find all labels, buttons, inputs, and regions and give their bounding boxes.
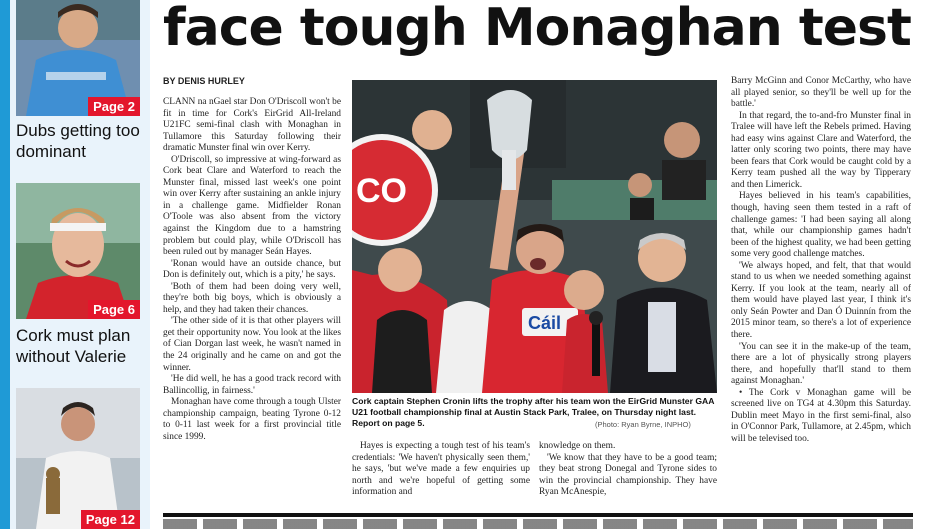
sidebar-teaser[interactable]: Cork must plan without Valerie [16,326,131,366]
sidebar-teaser[interactable]: Dubs getting too dominant [16,121,140,161]
sidebar-thumb-award[interactable] [16,388,140,529]
paragraph: 'He did well, he has a good track record with Ballincollig, in fairness.' [163,374,341,396]
section-rule [163,513,913,517]
article-column-3 [539,441,717,499]
paragraph: Monaghan have come through a tough Ulster championship campaign, beating Tyrone 0-12 to 0-11 last week for a first provincial title since 1999. [163,397,341,442]
paragraph: Hayes is expecting a tough test of his team's credentials: 'We haven't physically seen them,' he says, 'but we've made a few enquiries up north and we're hopeful of getting some information and [352,441,530,498]
valerie-image [16,183,140,319]
page-badge: Page 2 [88,97,140,116]
paragraph: • The Cork v Monaghan game will be screened live on TG4 at 4.30pm this Saturday. Dublin meet Mayo in the first semi-final, also in O'Connor Park, Tullamore, at 2.45pm, which will be televised too. [731,387,911,444]
paragraph: 'We always hoped, and felt, that that would stand to us when we needed something against Kerry. If you look at the team, nearly all of them would have played last year, I think it's only Seán Powter and Dan Ó Duinnín from the 2015 minor team, so there's a lot of experience there. [731,260,911,341]
article-column-2 [352,441,530,499]
paragraph: 'Ronan would have an outside chance, but Don is definitely out, which is a pity,' he says. [163,258,341,281]
page-badge: Page 12 [81,510,140,529]
photo-caption: Cork captain Stephen Cronin lifts the trophy after his team won the EirGrid Munster GAA U21 football championship final at Austin Stack Park, Tralee, on Thursday night last. Report on page 5. [352,396,715,428]
photo-credit: (Photo: Ryan Byrne, INPHO) [595,420,691,429]
paragraph: Hayes believed in his team's capabilities, though, having seen them tested in a raft of challenge games: 'I had been saying all along that, while our championship games hadn't been of the highest quality, we had been getting some very good challenge matches. [731,191,911,260]
paragraph: knowledge on them. [539,441,616,451]
paragraph: Barry McGinn and Conor McCarthy, who have all played senior, so they'll be well up for the battle.' [731,76,911,110]
paragraph: 'Both of them had been doing very well, they're both big boys, which is obviously a help, and they had taken their chances. [163,281,341,315]
paragraph: O'Driscoll, so impressive at wing-forward as Cork beat Clare and Waterford to reach the Munster final, missed last week's one point win over Kerry after sustaining an ankle injury in a challenge game. Midfielder Ronan O'Toole was also absent from the victory against the Kingdom due to a hamstring problem but could play, while O'Driscoll has been ruled out by manager Seán Hayes. [163,154,341,258]
article-column-4 [731,76,911,446]
byline: BY DENIS HURLEY [163,76,245,86]
article-column-1 [163,97,341,443]
sidebar [0,0,150,529]
jersey-sponsor: Cáil [528,313,562,333]
paragraph: 'You can see it in the make-up of the team, there are a lot of physically strong players there, and hopefully that'll stand to them against Monaghan.' [731,341,911,387]
sidebar-thumb-dublin-player[interactable] [16,0,140,116]
headline: face tough Monaghan test [163,0,911,58]
match-photo [352,80,717,393]
page-badge: Page 6 [88,300,140,319]
sidebar-thumb-valerie[interactable] [16,183,140,319]
paragraph: 'We know that they have to be a good team; they beat strong Donegal and Tyrone sides to win the provincial championship. They have Ryan McAnespie, [539,452,717,498]
trophy-celebration-image [352,80,717,393]
next-story-headline-fragment [163,519,913,529]
paragraph: In that regard, the to-and-fro Munster final in Tralee will have left the Rebels primed. Having had easy wins against Clare and Waterford, the latter only scoring two points, there may have been fears that Cork would be caught cold by a Kerry team pushed all the way by Tipperary and then Limerick. [731,110,911,190]
sidebar-border [0,0,10,529]
award-player-image [16,388,140,529]
paragraph: CLANN na nGael star Don O'Driscoll won't be fit in time for Cork's EirGrid All-Ireland U21FC semi-final clash with Monaghan in Tullamore this Saturday following their dramatic Munster final win over Kerry. [163,97,341,154]
banner-text: CO [356,172,407,210]
paragraph: 'The other side of it is that other players will get their opportunity now. You look at the likes of Cian Dorgan last week, he wasn't named in the 24 originally and he came on and got the winner. [163,316,341,373]
